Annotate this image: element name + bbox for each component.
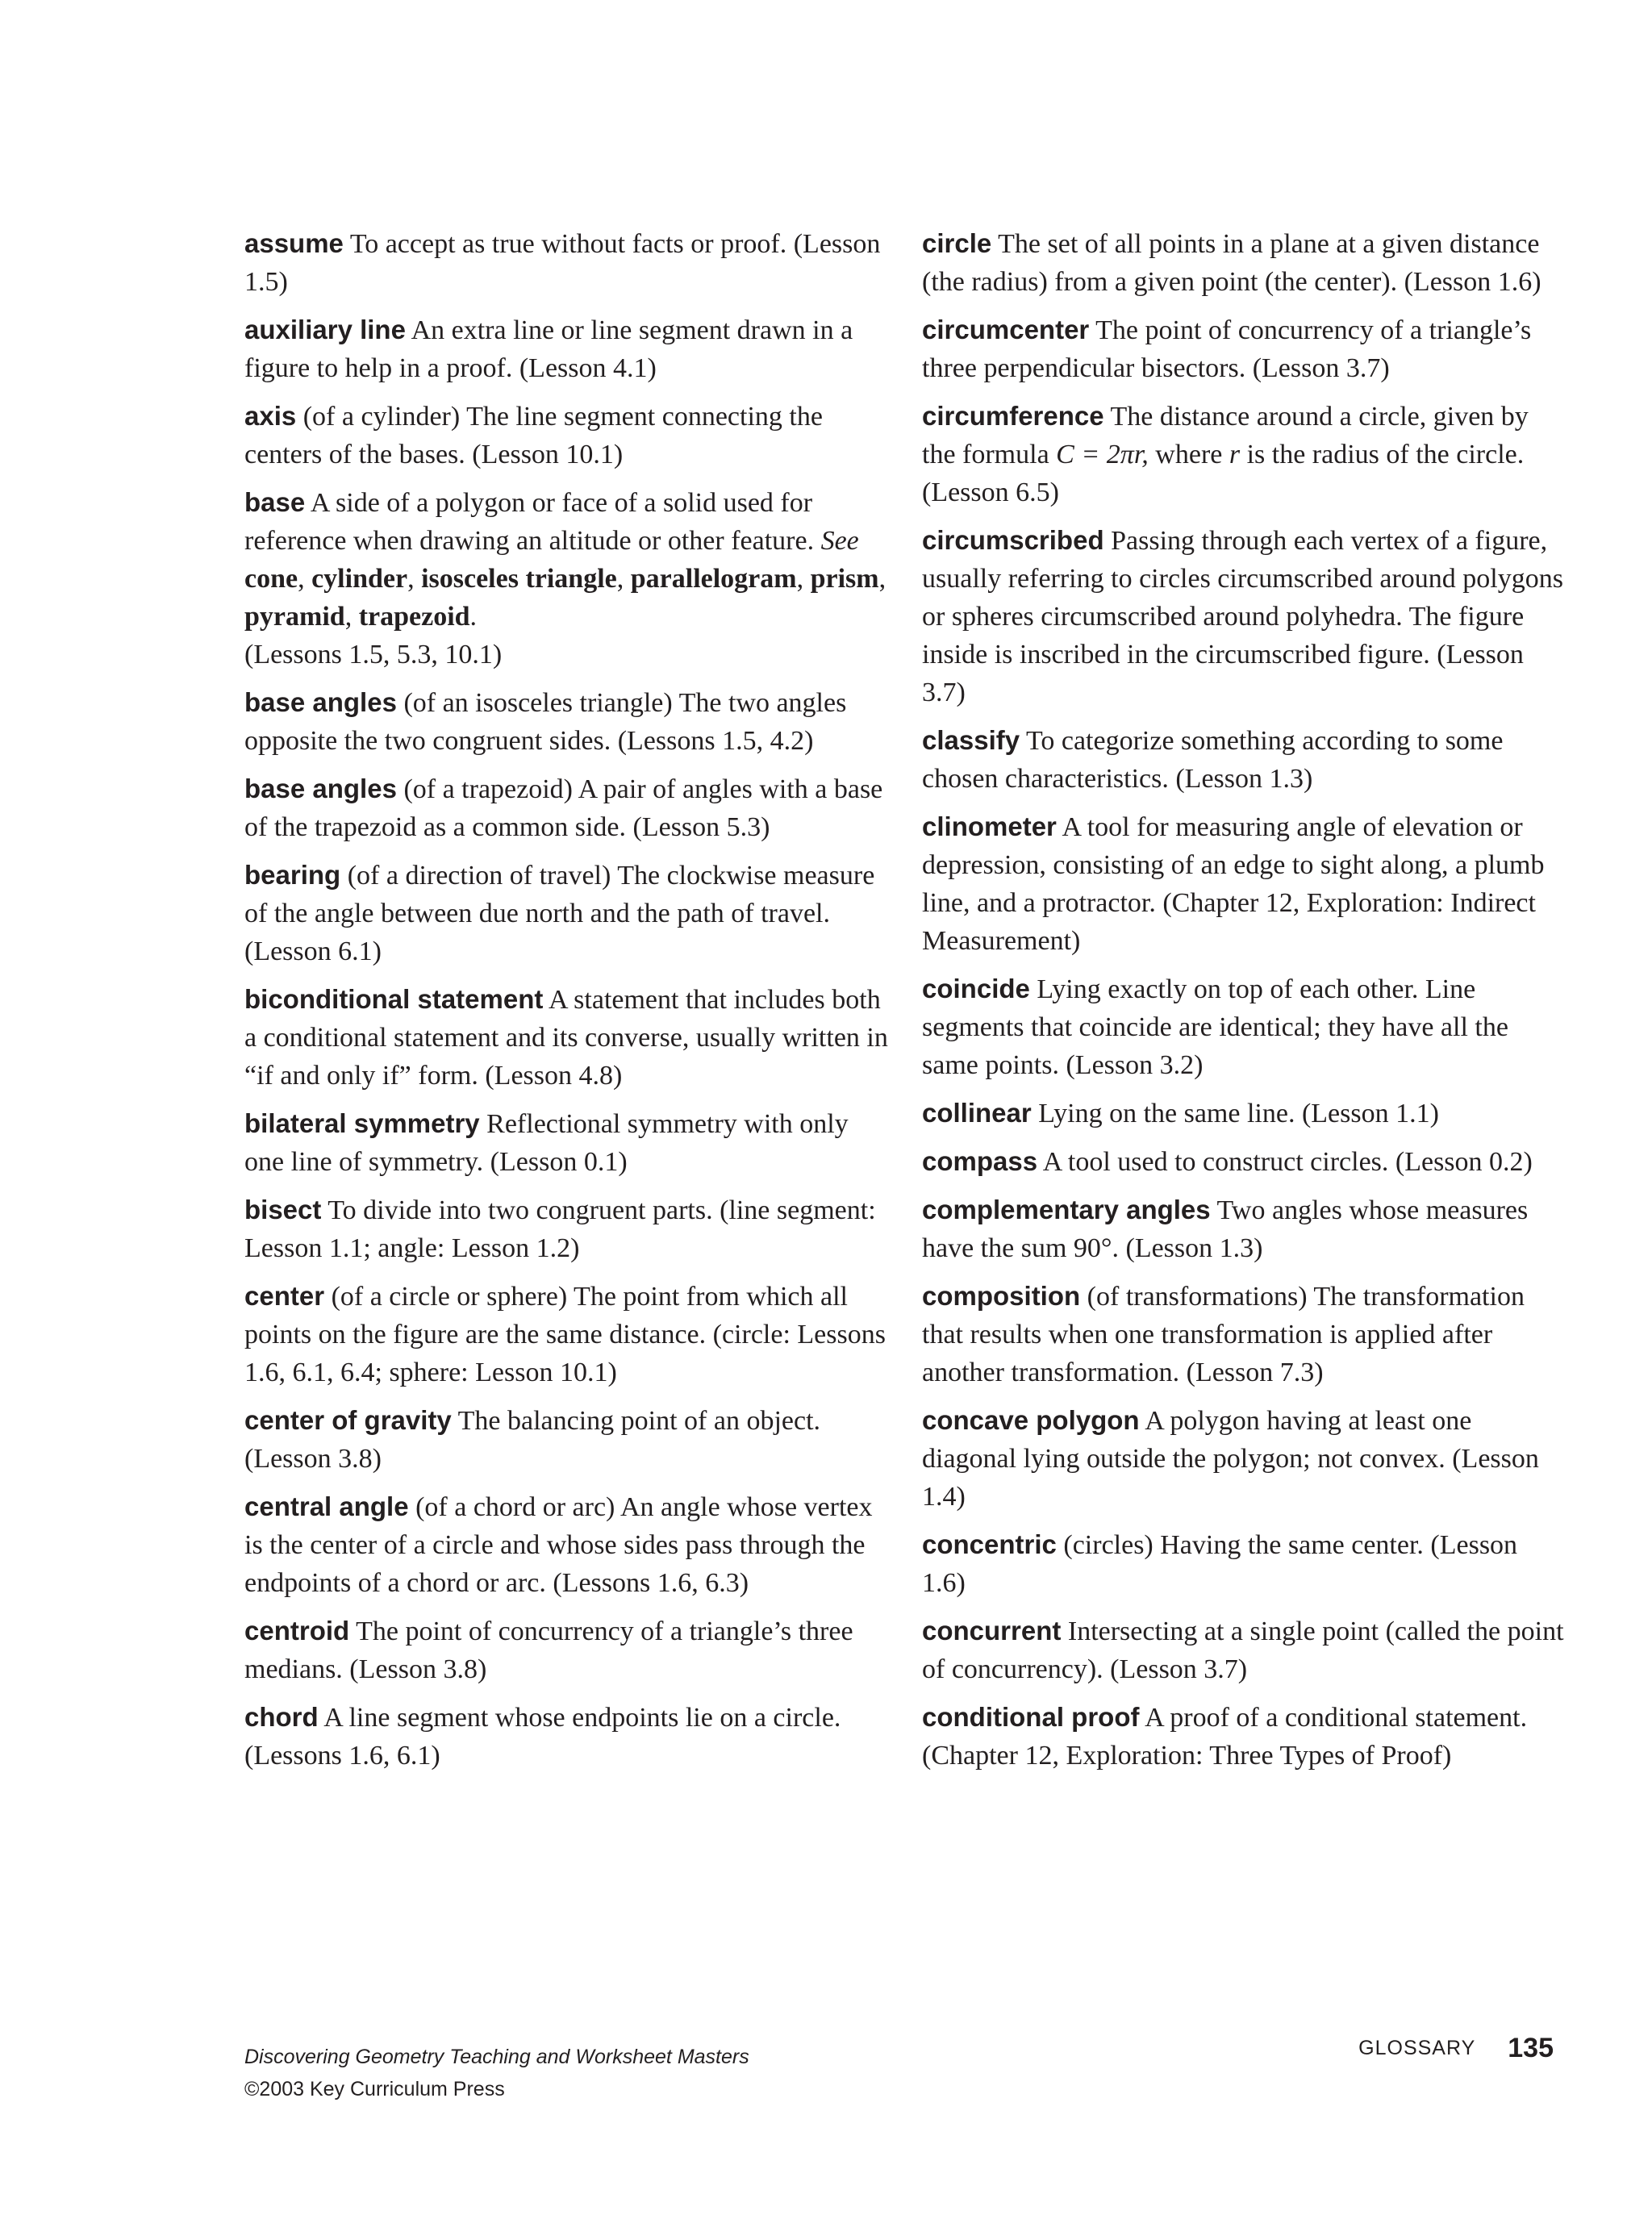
glossary-entry: [244, 980, 890, 1095]
glossary-definition: The point of concurrency of a triangle’s three medians. (Lesson 3.8): [244, 1616, 853, 1684]
glossary-term: centroid: [244, 1616, 350, 1646]
glossary-definition: (of transformations) The transformation that results when one transformation is applied after another transformation. (Lesson 7.3): [922, 1282, 1525, 1387]
glossary-definition: Lying on the same line. (Lesson 1.1): [1038, 1099, 1439, 1128]
glossary-term: biconditional statement: [244, 984, 544, 1014]
glossary-entry: [922, 807, 1567, 960]
glossary-entry: [244, 224, 890, 301]
glossary-definition: (of a direction of travel) The clockwise measure of the angle between due north and the path of travel. (Lesson 6.1): [244, 861, 875, 966]
glossary-definition: The balancing point of an object. (Lesson 3.8): [244, 1406, 821, 1474]
glossary-term: concentric: [922, 1529, 1057, 1559]
glossary-term: circumcenter: [922, 315, 1090, 344]
glossary-definition: Two angles whose measures have the sum 90°. (Lesson 1.3): [922, 1195, 1529, 1263]
glossary-definition: A line segment whose endpoints lie on a circle. (Lessons 1.6, 6.1): [244, 1703, 841, 1771]
glossary-term: circle: [922, 228, 992, 258]
glossary-term: concave polygon: [922, 1405, 1140, 1435]
glossary-definition: A polygon having at least one diagonal lying outside the polygon; not convex. (Lesson 1.4): [922, 1406, 1539, 1512]
see-also-label: See: [820, 526, 859, 556]
page-footer: [244, 2041, 749, 2105]
cross-reference: prism: [810, 564, 879, 594]
glossary-definition: The set of all points in a plane at a given distance (the radius) from a given point (the center). (Lesson 1.6): [922, 229, 1541, 297]
glossary-term: base: [244, 487, 306, 517]
copyright: ©2003 Key Curriculum Press: [244, 2078, 505, 2100]
glossary-definition: The distance around a circle, given by the formula: [922, 402, 1529, 469]
glossary-entry: [244, 1277, 890, 1391]
glossary-term: complementary angles: [922, 1195, 1211, 1224]
glossary-term: classify: [922, 725, 1020, 755]
glossary-definition: Lying exactly on top of each other. Line segments that coincide are identical; they have all the same points. (Lesson 3.2): [922, 974, 1508, 1080]
glossary-term: axis: [244, 401, 297, 431]
glossary-term: base angles: [244, 774, 397, 803]
glossary-definition: The point of concurrency of a triangle’s three perpendicular bisectors. (Lesson 3.7): [922, 315, 1532, 383]
glossary-definition: (of a cylinder) The line segment connecting the centers of the bases. (Lesson 10.1): [244, 402, 823, 469]
glossary-entry: [244, 311, 890, 387]
glossary-term: chord: [244, 1702, 319, 1732]
glossary-entry: [244, 1698, 890, 1775]
page-footer-right: [1291, 2033, 1554, 2064]
glossary-definition: is the radius of the circle. (Lesson 6.5): [922, 440, 1525, 507]
formula: C = 2πr,: [1056, 440, 1149, 469]
glossary-entry: [244, 1191, 890, 1267]
glossary-entry: [244, 856, 890, 970]
glossary-definition: (of a trapezoid) A pair of angles with a base of the trapezoid as a common side. (Lesson 5.3): [244, 774, 883, 842]
glossary-left-column: [244, 224, 890, 1784]
glossary-term: bilateral symmetry: [244, 1108, 480, 1138]
glossary-definition: A side of a polygon or face of a solid used for reference when drawing an altitude or other feature.: [244, 488, 815, 556]
glossary-entry: [244, 770, 890, 846]
glossary-term: assume: [244, 228, 344, 258]
glossary-term: conditional proof: [922, 1702, 1140, 1732]
glossary-definition: (of a chord or arc) An angle whose vertex is the center of a circle and whose sides pass through the endpoints of a chord or arc. (Lessons 1.6, 6.3): [244, 1492, 873, 1598]
glossary-entry: [922, 1698, 1567, 1775]
cross-reference: trapezoid: [358, 602, 470, 632]
glossary-definition: A tool for measuring angle of elevation or depression, consisting of an edge to sight along, a plumb line, and a protractor. (Chapter 12, Exploration: Indirect Measurement): [922, 812, 1545, 956]
glossary-term: center of gravity: [244, 1405, 452, 1435]
glossary-term: coincide: [922, 974, 1030, 1003]
glossary-term: bearing: [244, 860, 341, 890]
glossary-term: collinear: [922, 1098, 1032, 1128]
glossary-definition: A tool used to construct circles. (Lesson 0.2): [1042, 1147, 1533, 1177]
glossary-term: base angles: [244, 687, 397, 717]
glossary-definition: To categorize something according to some chosen characteristics. (Lesson 1.3): [922, 726, 1504, 794]
glossary-definition: A statement that includes both a conditional statement and its converse, usually written in “if and only if” form. (Lesson 4.8): [244, 985, 888, 1091]
glossary-definition: To accept as true without facts or proof. (Lesson 1.5): [244, 229, 881, 297]
glossary-entry: [922, 397, 1567, 511]
glossary-definition: Intersecting at a single point (called the point of concurrency). (Lesson 3.7): [922, 1616, 1564, 1684]
cross-reference: cylinder: [311, 564, 408, 594]
glossary-definition: Reflectional symmetry with only one line of symmetry. (Lesson 0.1): [244, 1109, 849, 1177]
glossary-term: circumference: [922, 401, 1104, 431]
glossary-definition: A proof of a conditional statement. (Chapter 12, Exploration: Three Types of Proof): [922, 1703, 1528, 1771]
glossary-entry: [922, 1277, 1567, 1391]
glossary-definition: Passing through each vertex of a figure, usually referring to circles circumscribed around polygons or spheres circumscribed around polyhedra. The figure inside is inscribed in the circumscribed figure. (Lesson 3.7): [922, 526, 1563, 707]
glossary-entry: [922, 1401, 1567, 1516]
variable: r: [1229, 440, 1241, 469]
glossary-term: bisect: [244, 1195, 322, 1224]
glossary-definition: (of an isosceles triangle) The two angles opposite the two congruent sides. (Lessons 1.5, 4.2): [244, 688, 847, 756]
glossary-term: compass: [922, 1146, 1038, 1176]
glossary-entry: [922, 224, 1567, 301]
glossary-definition: To divide into two congruent parts. (line segment: Lesson 1.1; angle: Lesson 1.2): [244, 1195, 876, 1263]
section-name: GLOSSARY: [1358, 2037, 1476, 2059]
glossary-entry: [922, 1525, 1567, 1602]
glossary-term: central angle: [244, 1491, 409, 1521]
glossary-term: composition: [922, 1281, 1081, 1311]
glossary-entry: [922, 1142, 1567, 1181]
glossary-entry: [244, 1104, 890, 1181]
cross-reference: cone: [244, 564, 298, 594]
glossary-term: concurrent: [922, 1616, 1062, 1646]
glossary-term: auxiliary line: [244, 315, 406, 344]
glossary-entry: [244, 397, 890, 473]
glossary-definition: where: [1155, 440, 1223, 469]
glossary-right-column: [922, 224, 1567, 1784]
glossary-entry: [244, 683, 890, 760]
lesson-reference: (Lessons 1.5, 5.3, 10.1): [244, 640, 503, 670]
glossary-term: circumscribed: [922, 525, 1104, 555]
glossary-entry: [922, 721, 1567, 798]
cross-reference: pyramid: [244, 602, 345, 632]
glossary-entry: [922, 521, 1567, 711]
glossary-entry: [922, 970, 1567, 1084]
glossary-entry: base A side of a polygon or face of a solid used for reference when drawing an altitude or other feature. See cone, cylinder, isosceles triangle, parallelogram, prism, pyramid, trapezoid. (Lessons 1.5, 5.3, 10.1): [244, 487, 886, 670]
book-title: Discovering Geometry Teaching and Worksheet Masters: [244, 2046, 749, 2068]
glossary-entry: [922, 1191, 1567, 1267]
glossary-entry: [922, 1612, 1567, 1688]
glossary-term: clinometer: [922, 811, 1057, 841]
cross-reference: isosceles triangle: [421, 564, 617, 594]
glossary-entry: [244, 1487, 890, 1602]
glossary-entry: [244, 1612, 890, 1688]
cross-reference: parallelogram: [630, 564, 797, 594]
glossary-entry: [922, 311, 1567, 387]
glossary-entry: [922, 1094, 1567, 1133]
glossary-term: center: [244, 1281, 325, 1311]
glossary-definition: (of a circle or sphere) The point from which all points on the figure are the same distance. (circle: Lessons 1.6, 6.1, 6.4; sphere: Lesson 10.1): [244, 1282, 886, 1387]
glossary-definition: (circles) Having the same center. (Lesson 1.6): [922, 1530, 1518, 1598]
glossary-entry: [244, 1401, 890, 1478]
page-number: 135: [1508, 2033, 1554, 2063]
glossary-definition: An extra line or line segment drawn in a figure to help in a proof. (Lesson 4.1): [244, 315, 853, 383]
